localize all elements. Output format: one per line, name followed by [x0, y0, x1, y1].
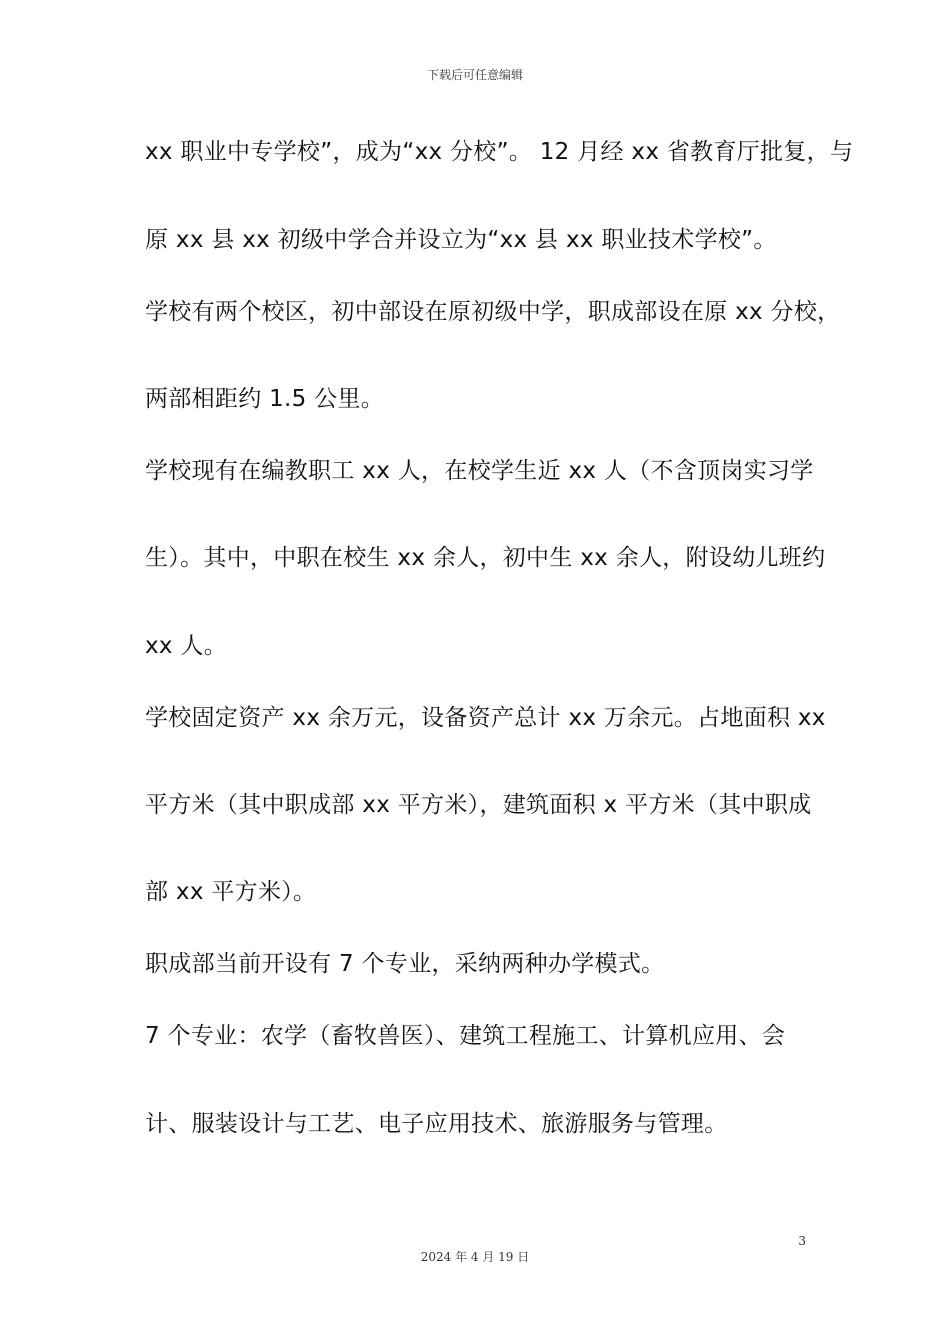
- body-line: 部 xx 平方米）。: [145, 879, 317, 905]
- body-line: 计、服装设计与工艺、电子应用技术、旅游服务与管理。: [145, 1111, 728, 1137]
- body-line: 职成部当前开设有 7 个专业，采纳两种办学模式。: [145, 951, 665, 977]
- page-number: 3: [798, 1234, 806, 1248]
- body-line: xx 职业中专学校”，成为“xx 分校”。 12 月经 xx 省教育厅批复，与: [145, 139, 854, 165]
- page-header: 下载后可任意编辑: [426, 68, 523, 82]
- body-line: 平方米（其中职成部 xx 平方米），建筑面积 x 平方米（其中职成: [145, 792, 812, 818]
- body-line: 生）。其中，中职在校生 xx 余人，初中生 xx 余人，附设幼儿班约: [145, 545, 826, 571]
- body-line: 学校现有在编教职工 xx 人，在校学生近 xx 人（不含顶岗实习学: [145, 458, 814, 484]
- body-line: 两部相距约 1.5 公里。: [145, 386, 385, 412]
- body-line: 学校固定资产 xx 余万元，设备资产总计 xx 万余元。占地面积 xx: [145, 705, 826, 731]
- body-line: 学校有两个校区，初中部设在原初级中学，职成部设在原 xx 分校，: [145, 299, 841, 325]
- body-line: xx 人。: [145, 633, 228, 659]
- page-footer-date: 2024 年 4 月 19 日: [420, 1250, 530, 1264]
- body-line: 7 个专业：农学（畜牧兽医）、建筑工程施工、计算机应用、会: [145, 1023, 786, 1049]
- body-line: 原 xx 县 xx 初级中学合并设立为“xx 县 xx 职业技术学校”。: [145, 227, 777, 253]
